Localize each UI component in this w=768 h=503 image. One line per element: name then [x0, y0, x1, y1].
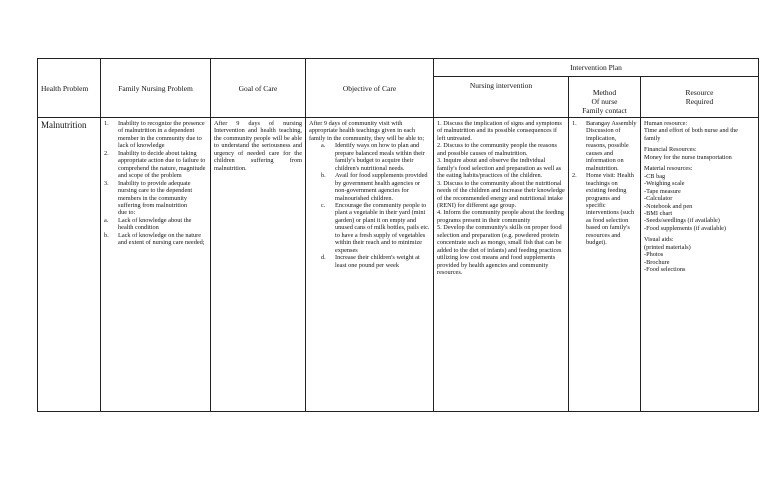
family-nursing-care-plan-table: [37, 58, 759, 412]
financial-resource-title: Financial Resources:: [644, 146, 697, 154]
family-nursing-problem-list: [104, 120, 207, 209]
method-of-contact-item: [572, 120, 637, 172]
header-family-nursing-problem-label: Family Nursing Problem: [118, 83, 193, 93]
family-nursing-problem-subitem: [104, 232, 207, 247]
family-nursing-problem-item-text: Inability to provide adequate nursing care to the dependent members in the community suffering from malnutrition: [118, 179, 193, 209]
objective-item-number: d.: [321, 254, 326, 262]
cell-goal-of-care: [211, 118, 306, 412]
header-family-nursing-problem: [101, 59, 211, 118]
objective-item-number: a.: [321, 142, 326, 150]
cell-method-of-contact: [569, 118, 641, 412]
nursing-intervention-list: [437, 120, 565, 277]
objective-item-number: c.: [321, 201, 326, 209]
human-resource-text: Time and effort of both nurse and the family: [644, 127, 738, 142]
due-to-label: due to:: [118, 209, 136, 217]
header-resource-required: [641, 77, 759, 118]
method-of-contact-item-number: 1.: [572, 120, 577, 127]
family-nursing-problem-item-text: Inability to recognize the presence of malnutrition in a dependent member in the community due to lack of knowledge: [118, 120, 205, 150]
family-nursing-problem-item: [104, 150, 207, 180]
family-nursing-problem-item-number: 3.: [104, 179, 109, 187]
cell-family-nursing-problem: [101, 118, 211, 412]
cell-objective-of-care: [306, 118, 434, 412]
objective-item-number: b.: [321, 172, 326, 180]
health-problem-value: Malnutrition: [41, 120, 87, 130]
nursing-intervention-item: 3. Discuss to the community about the nutritional needs of the children and increase their knowledge of the recommended energy and nutritional intake (RENI) for different age group.: [437, 179, 565, 209]
visual-aids-list: [644, 251, 755, 273]
method-of-contact-item: [572, 172, 637, 247]
family-nursing-problem-item: [104, 120, 207, 150]
financial-resource-text: Money for the nurse transportation: [644, 153, 732, 161]
header-objective-of-care: [306, 59, 434, 118]
objective-item-text: Identify ways on how to plan and prepare balanced meals within their family's budget to acquire their children's nutritional needs.: [335, 142, 425, 172]
header-nursing-intervention-label: Nursing intervention: [469, 81, 533, 90]
objective-list: [321, 142, 430, 269]
material-resource-title: Material resources:: [644, 165, 693, 173]
nursing-intervention-item: 4. Inform the community people about the feeding programs present in their community: [437, 209, 564, 224]
material-resource-list: [644, 173, 755, 233]
method-of-contact-item-text: Home visit: Health teachings on existing feeding programs and specific interventions (such as food selection based on family's resources and budget).: [586, 172, 635, 247]
family-nursing-problem-subitem-text: Lack of knowledge about the health condition: [118, 216, 192, 232]
family-nursing-problem-subitem-number: a.: [104, 216, 109, 224]
goal-of-care-text: After 9 days of nursing Intervention and health teaching, the community people will be able to understand the seriousness and urgency of needed care for the children suffering from malnutrition.: [214, 120, 302, 172]
visual-aids-subtitle: (printed materials): [644, 243, 691, 251]
objective-item-text: Avail for food supplements provided by government health agencies or non-government agencies for malnourished children.: [335, 172, 428, 202]
header-goal-of-care: [211, 59, 306, 118]
nursing-intervention-item: 3. Inquire about and observe the individual family's food selection and preparation as well as the eating habits/practices of the children.: [437, 157, 562, 180]
visual-aid-item: -Brochure: [644, 258, 670, 266]
material-resource-item: -Notebook and pen: [644, 202, 693, 210]
family-nursing-problem-item-number: 2.: [104, 149, 109, 157]
header-health-problem-label: Health Problem: [41, 83, 89, 93]
objective-item: [321, 202, 430, 254]
family-nursing-problem-subitem: [104, 217, 207, 232]
visual-aid-item: -Food selections: [644, 266, 686, 274]
nursing-intervention-item: 5. Develop the community's skills on proper food selection and preparation (e.g. powdered protein concentrate such as mongo, small fish that can be added to the diet of infants) and feeding practices utilizing low cost means and food supplements provided by health agencies and community resources.: [437, 224, 562, 277]
objective-item-text: Encourage the community people to plant a vegetable in their yard (mini garden) or plant it on empty and unused cans of milk bottles, pails etc. to have a fresh supply of vegetables within their reach and to minimize expenses: [335, 201, 430, 254]
material-resource-item: -Seeds/seedlings (if available): [644, 217, 720, 225]
family-nursing-problem-subitem-number: b.: [104, 231, 109, 239]
objective-item: [321, 172, 430, 202]
header-objective-of-care-label: Objective of Care: [342, 83, 397, 93]
method-of-contact-item-number: 2.: [572, 172, 577, 180]
header-intervention-plan: [434, 59, 759, 77]
header-health-problem: [38, 59, 101, 118]
family-nursing-problem-item: [104, 180, 207, 210]
header-resource-required-label: Resource Required: [685, 88, 714, 106]
header-goal-of-care-label: Goal of Care: [238, 83, 278, 93]
objective-item-text: Increase their children's weight at least one pound per week: [335, 254, 420, 269]
method-of-contact-list: [572, 120, 637, 247]
material-resource-item: -BMI chart: [644, 209, 673, 217]
header-method-of-contact-label: Method Of nurse Family contact: [582, 88, 627, 115]
nursing-intervention-item: 1. Discuss the implication of signs and symptoms of malnutrition and its possible consequences if left untreated.: [437, 120, 562, 142]
nursing-intervention-item: 2. Discuss to the community people the reasons and possible causes of malnutrition.: [437, 142, 557, 157]
visual-aids-title: Visual aids:: [644, 236, 674, 244]
header-method-of-contact: [569, 77, 641, 118]
material-resource-item: -CB bag: [644, 172, 666, 180]
method-of-contact-item-text: Barangay Assembly Discussion of implication, reasons, possible causes and information on malnutrition.: [586, 120, 637, 172]
cell-nursing-intervention: [434, 118, 569, 412]
family-nursing-problem-item-number: 1.: [104, 120, 109, 127]
material-resource-item: -Food supplements (if available): [644, 224, 727, 232]
header-nursing-intervention: [434, 77, 569, 118]
objective-intro: After 9 days of community visit with appropriate health teachings given in each family in the community, they will be able to;: [309, 120, 425, 142]
material-resource-item: -Weighing scale: [644, 180, 685, 188]
cell-resource-required: [641, 118, 759, 412]
cell-health-problem: [38, 118, 101, 412]
visual-aid-item: -Photos: [644, 251, 664, 259]
objective-item: [321, 142, 430, 172]
objective-item: [321, 254, 430, 269]
family-nursing-problem-subitem-text: Lack of knowledge on the nature and extent of nursing care needed;: [118, 231, 205, 247]
header-intervention-plan-label: Intervention Plan: [570, 63, 622, 72]
material-resource-item: -Tape measure: [644, 187, 681, 195]
family-nursing-problem-item-text: Inability to decide about taking appropriate action due to failure to comprehend the nature, magnitude and scope of the problem: [118, 149, 206, 180]
material-resource-item: -Calculator: [644, 195, 673, 203]
family-nursing-problem-sublist: [104, 217, 207, 247]
human-resource-title: Human resource:: [644, 120, 688, 127]
